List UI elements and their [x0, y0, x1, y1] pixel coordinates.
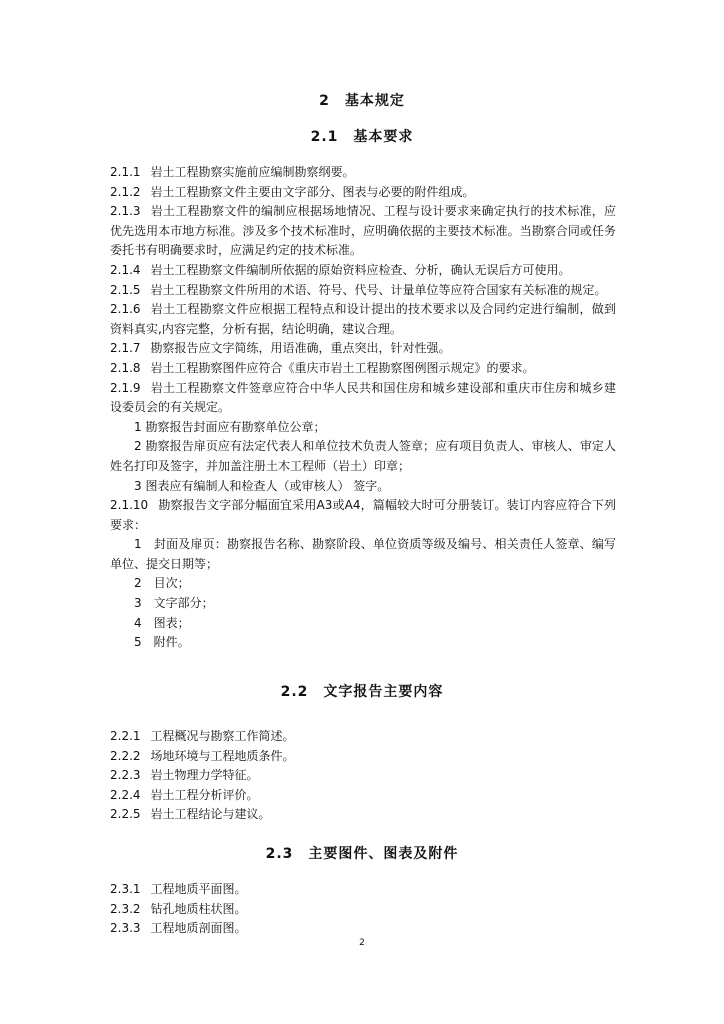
clause-2-1-2: 2.1.2 岩土工程勘察文件主要由文字部分、图表与必要的附件组成。: [110, 184, 475, 199]
clause-2-3-1: 2.3.1 工程地质平面图。: [110, 882, 247, 896]
clause-2-1-10: 2.1.10 勘察报告文字部分幅面宜采用A3或A4，篇幅较大时可分册装订。装订内容应符合下列要求：: [110, 498, 616, 532]
clause-2-1-10-sub-1: 1 封面及扉页：勘察报告名称、勘察阶段、单位资质等级及编号、相关责任人签章、编写单位、提交日期等；: [110, 537, 616, 571]
clause-2-1-5: 2.1.5 岩土工程勘察文件所用的术语、符号、代号、计量单位等应符合国家有关标准的规定。: [110, 282, 607, 297]
clause-2-1-10-sub-5: 5 附件。: [134, 635, 190, 650]
clause-2-1-9-sub-1: 1 勘察报告封面应有勘察单位公章；: [134, 419, 326, 434]
clause-2-1-10-sub-2: 2 目次；: [134, 576, 190, 591]
section-2-1-title: 2.1 基本要求: [310, 129, 414, 145]
page-number: 2: [359, 938, 365, 948]
clause-2-1-4: 2.1.4 岩土工程勘察文件编制所依据的原始资料应检查、分析，确认无误后方可使用。: [110, 262, 571, 277]
clause-2-1-10-sub-4: 4 图表；: [134, 615, 190, 630]
section-2-3-title: 2.3 主要图件、图表及附件: [265, 846, 459, 862]
section-2-2-body: [110, 727, 616, 825]
section-2-2-title: 2.2 文字报告主要内容: [280, 684, 444, 700]
clause-2-2-1: 2.2.1 工程概况与勘察工作简述。: [110, 729, 295, 743]
clause-2-1-7: 2.1.7 勘察报告应文字简练，用语准确，重点突出，针对性强。: [110, 341, 451, 356]
clause-2-1-9-sub-3: 3 图表应有编制人和检查人（或审核人） 签字。: [134, 478, 390, 493]
clause-2-2-3: 2.2.3 岩土物理力学特征。: [110, 768, 259, 783]
clause-2-1-10-sub-3: 3 文字部分；: [134, 596, 214, 611]
clause-2-3-2: 2.3.2 钻孔地质柱状图。: [110, 901, 247, 916]
clause-2-1-1: 2.1.1 岩土工程勘察实施前应编制勘察纲要。: [110, 165, 355, 179]
clause-2-1-3: 2.1.3 岩土工程勘察文件的编制应根据场地情况、工程与设计要求来确定执行的技术标准，应优先选用本市地方标准。涉及多个技术标准时，应明确依据的主要技术标准。当勘察合同或任务委托书有明确要求时，应满足约定的技术标准。: [110, 204, 616, 258]
clause-2-2-4: 2.2.4 岩土工程分析评价。: [110, 787, 259, 802]
clause-2-1-9: 2.1.9 岩土工程勘察文件签章应符合中华人民共和国住房和城乡建设部和重庆市住房和城乡建设委员会的有关规定。: [110, 380, 616, 415]
section-2-1-body: [110, 163, 616, 653]
section-2-3-body: [110, 880, 616, 939]
clause-2-3-3: 2.3.3 工程地质剖面图。: [110, 921, 247, 936]
chapter-title: 2 基本规定: [319, 93, 405, 109]
clause-2-2-2: 2.2.2 场地环境与工程地质条件。: [110, 748, 295, 763]
clause-2-1-9-sub-2: 2 勘察报告扉页应有法定代表人和单位技术负责人签章；应有项目负责人、审核人、审定人姓名打印及签字，并加盖注册土木工程师（岩土）印章；: [110, 439, 616, 473]
clause-2-1-6: 2.1.6 岩土工程勘察文件应根据工程特点和设计提出的技术要求以及合同约定进行编制，做到资料真实,内容完整，分析有据，结论明确，建议合理。: [110, 302, 616, 336]
clause-2-1-8: 2.1.8 岩土工程勘察图件应符合《重庆市岩土工程勘察图例图示规定》的要求。: [110, 360, 535, 375]
clause-2-2-5: 2.2.5 岩土工程结论与建议。: [110, 807, 271, 822]
